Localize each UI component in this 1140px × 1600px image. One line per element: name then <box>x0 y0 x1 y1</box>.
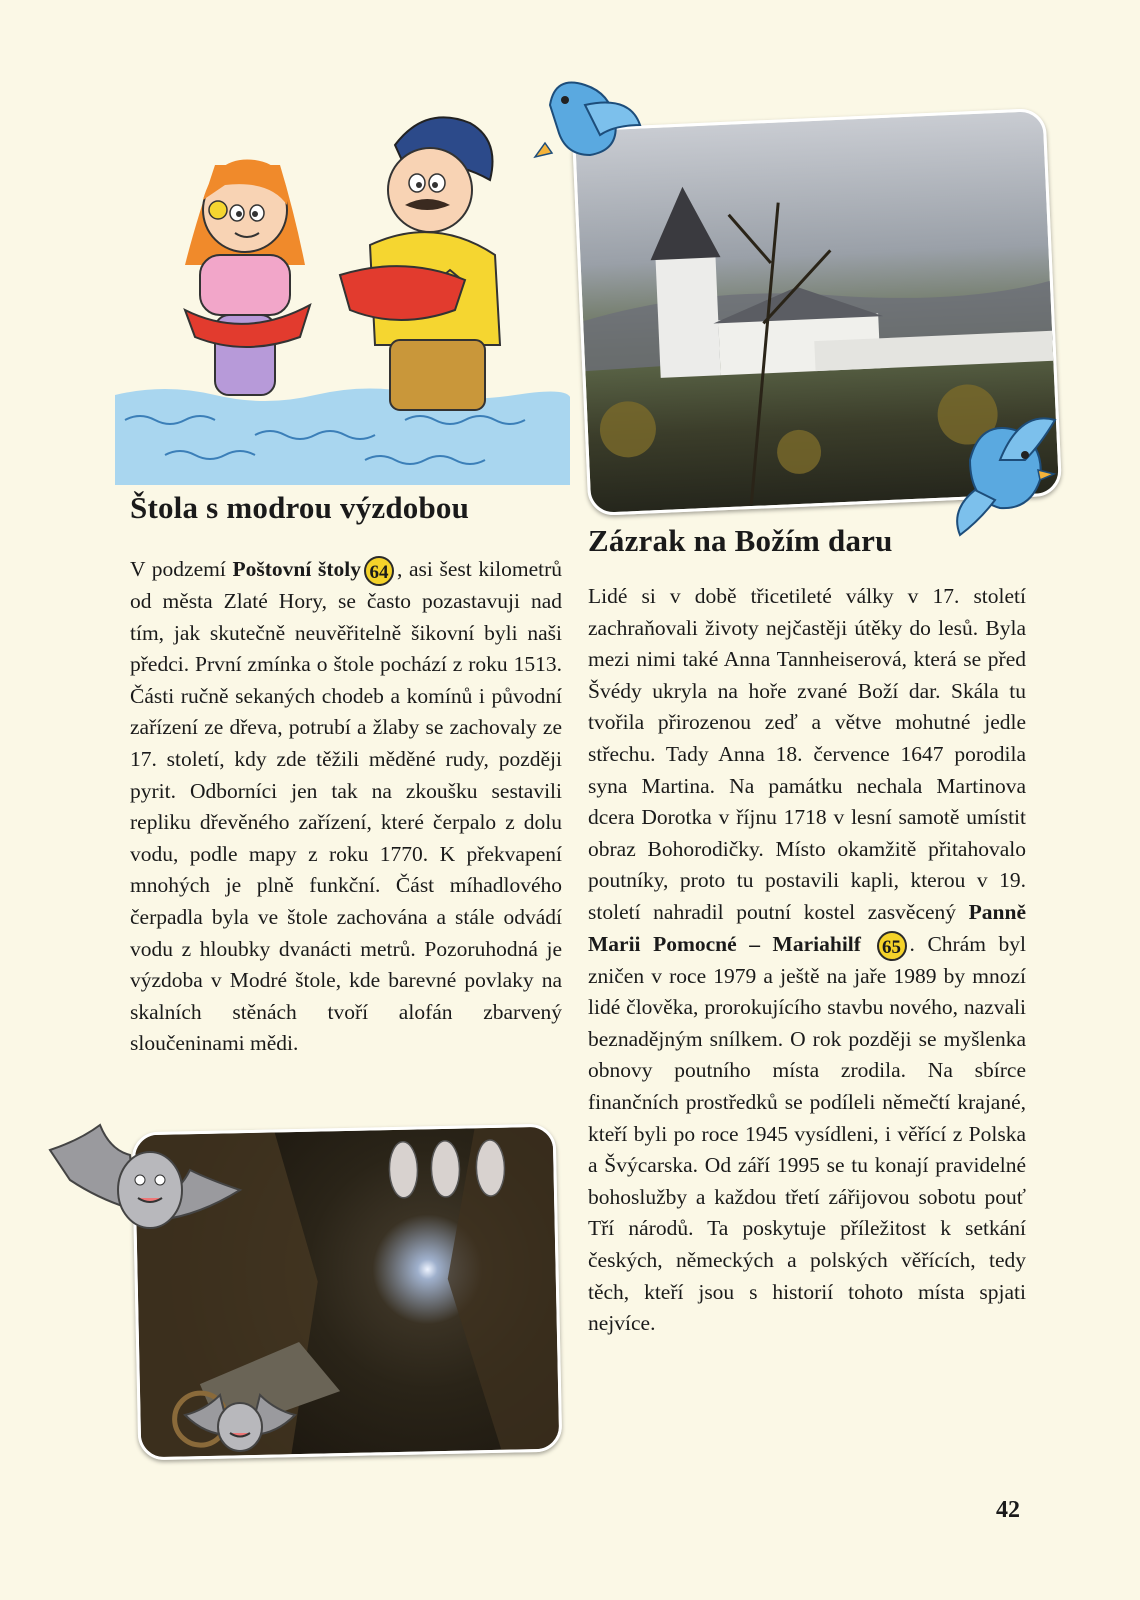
bat-icon <box>40 1110 250 1240</box>
bird-icon <box>930 400 1060 540</box>
page-number: 42 <box>996 1497 1020 1523</box>
right-column <box>588 523 1026 1340</box>
paragraph-zazrak: Lidé si v době třicetileté války v 17. století zachraňovali životy nejčastěji útěky do lesů. Byla mezi nimi také Anna Tannheiserová, která se před Švédy ukryla na hoře zvané Boží dar. Skála tu tvořila přirozenou zeď a větve mohutné jedle střechu. Tady Anna 18. července 1647 porodila syna Martina. Na památku nechala Martinova dcera Dorotka v říjnu 1718 v lesní samotě umístit obraz Bohorodičky. Místo okamžitě přitahovalo poutníky, proto tu postavili kapli, kterou v 19. století nahradil poutní kostel zasvěcený Panně Marii Pomocné – Mariahilf 65 . Chrám byl zničen v roce 1979 a ještě na jaře 1989 by mnozí lidé člověka, prorokujícího stavbu nového, nazvali beznadějným snílkem. O rok později se myšlenka obnovy poutního místa zrodila. Na sbírce finančních prostředků se podíleli němečtí krajané, kteří byli po roce 1945 vysídleni, i věřící z Polska a Švýcarska. Od září 1995 se tu konají pravidelné bohoslužby a každou třetí zářijovou sobotu pouť Tří národů. Ta poskytuje příležitost k setkání českých, německých a polských věřících, tedy těch, kteří jsou s historií tohoto místa spjati nejvíce. <box>588 584 1026 1336</box>
location-number-badge: 65 <box>877 931 907 961</box>
panning-illustration <box>105 105 575 490</box>
bird-icon <box>530 65 650 175</box>
location-number-badge: 64 <box>364 556 394 586</box>
section-title-zazrak: Zázrak na Božím daru <box>588 523 893 558</box>
place-name: Panně Marii Pomocné – Mariahilf <box>588 899 1026 956</box>
paragraph-stola: V podzemí Poštovní štoly 64 , asi šest kilometrů od města Zlaté Hory, se často pozastavuji nad tím, jak skutečně neuvěřitelně šikovní byli naši předci. První zmínka o štole pochází z roku 1513. Části ručně sekaných chodeb a komínů i původní zařízení ze dřeva, potrubí a žlaby se zachovaly ze 17. století, kdy zde těžili měděné rudy, později pyrit. Odborníci jen tak na zkoušku sestavili repliku dřevěného zařízení, které čerpalo z dolu vodu, podle mapy z roku 1770. K překvapení mnohých je plně funkční. Část míhadlového čerpadla byla ve štole zachována a stále odvádí vodu z hloubky dvanácti metrů. Pozoruhodná je výzdoba v Modré štole, kde barevné povlaky na skalních stěnách tvoří alofán zbarvený sloučeninami mědi. <box>130 557 563 1056</box>
left-column <box>130 490 562 1060</box>
girl-figure <box>185 160 310 396</box>
section-title-stola: Štola s modrou výzdobou <box>130 490 470 525</box>
place-name: Poštovní štoly <box>232 557 361 581</box>
man-figure <box>340 117 500 410</box>
bat-icon <box>180 1385 300 1465</box>
